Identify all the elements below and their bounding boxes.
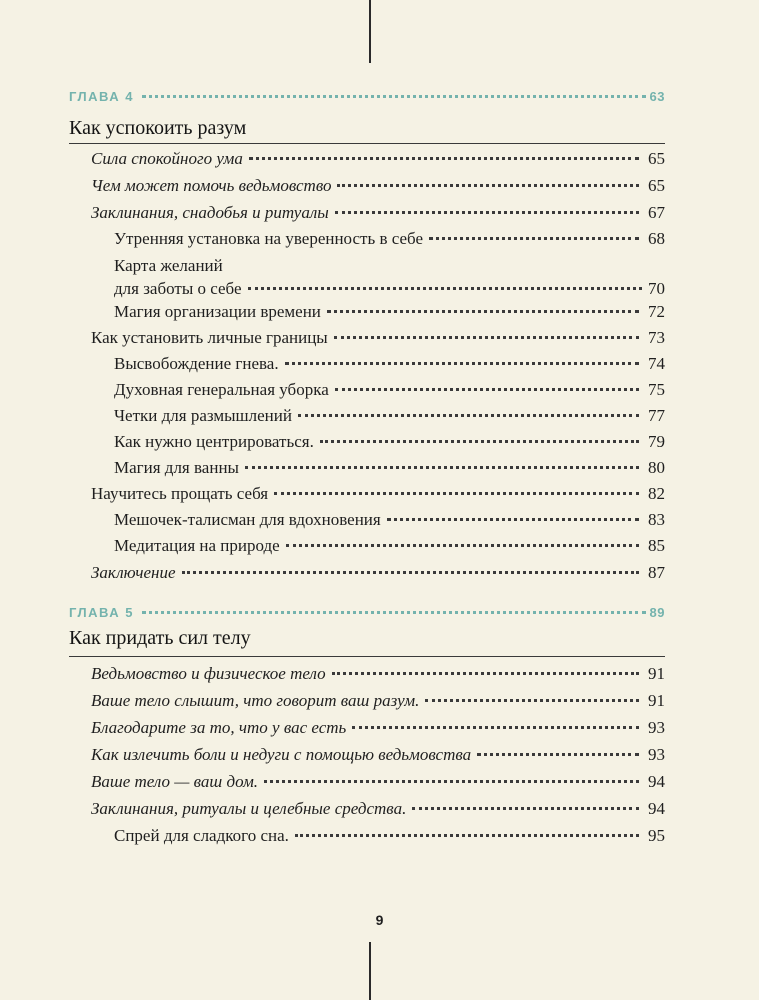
- entry-text: Заклинания, снадобья и ритуалы: [91, 203, 329, 222]
- divider: [69, 143, 665, 144]
- entry-page: 79: [648, 432, 665, 451]
- dot-leader: [274, 492, 639, 495]
- entry-text: Благодарите за то, что у вас есть: [91, 718, 347, 737]
- entry-text: Духовная генеральная уборка: [114, 380, 329, 399]
- entry-text: Ваше тело слышит, что говорит ваш разум.: [91, 691, 420, 710]
- toc-subentry[interactable]: [114, 457, 665, 479]
- entry-text: Ваше тело — ваш дом.: [91, 772, 259, 791]
- divider: [69, 656, 665, 657]
- dot-leader: [429, 237, 639, 240]
- entry-page: 67: [648, 203, 665, 222]
- toc-entry[interactable]: [91, 483, 665, 505]
- toc-entry[interactable]: [91, 202, 665, 224]
- toc-subentry[interactable]: [114, 535, 665, 557]
- dot-leader: [248, 287, 642, 290]
- dot-leader: [320, 440, 639, 443]
- entry-page: 73: [648, 328, 665, 347]
- toc-entry[interactable]: [91, 717, 665, 739]
- entry-text: Заклинания, ритуалы и целебные средства.: [91, 799, 407, 818]
- entry-text: Медитация на природе: [114, 536, 280, 555]
- entry-text: Магия для ванны: [114, 458, 239, 477]
- bottom-center-rule: [369, 942, 371, 1000]
- entry-text: Спрей для сладкого сна.: [114, 826, 289, 845]
- entry-page: 85: [648, 536, 665, 555]
- toc-entry[interactable]: [91, 327, 665, 349]
- dot-leader: [477, 753, 639, 756]
- toc-subentry[interactable]: [114, 228, 665, 250]
- toc-subentry[interactable]: [114, 431, 665, 453]
- dot-leader: [337, 184, 639, 187]
- dot-leader: [335, 211, 639, 214]
- entry-text: Утренняя установка на уверенность в себе: [114, 229, 424, 248]
- dot-leader: [425, 699, 639, 702]
- toc-subentry[interactable]: [114, 353, 665, 375]
- dot-leader: [334, 336, 639, 339]
- dot-leader: [245, 466, 639, 469]
- page-number: 9: [375, 912, 384, 928]
- entry-page: 75: [648, 380, 665, 399]
- entry-page: 93: [648, 745, 665, 764]
- toc-subentry[interactable]: [114, 379, 665, 401]
- toc-entry[interactable]: [91, 148, 665, 170]
- entry-text: Ведьмовство и физическое тело: [91, 664, 326, 683]
- entry-page: 74: [648, 354, 665, 373]
- chapter-page: 63: [649, 89, 665, 104]
- chapter-page: 89: [649, 605, 665, 620]
- dot-leader: [335, 388, 639, 391]
- dot-leader: [182, 571, 639, 574]
- dot-leader: [352, 726, 639, 729]
- chapter-label: ГЛАВА 4: [69, 89, 135, 104]
- chapter-title: Как придать сил телу: [69, 627, 251, 649]
- entry-page: 80: [648, 458, 665, 477]
- dot-leader: [249, 157, 639, 160]
- toc-entry[interactable]: [91, 175, 665, 197]
- chapter-title: Как успокоить разум: [69, 117, 247, 139]
- entry-page: 65: [648, 176, 665, 195]
- toc-subentry[interactable]: [114, 825, 665, 847]
- toc-entry[interactable]: [91, 663, 665, 685]
- entry-text: Четки для размышлений: [114, 406, 292, 425]
- entry-page: 72: [648, 302, 665, 321]
- entry-text: Как излечить боли и недуги с помощью ведьмовства: [91, 745, 472, 764]
- entry-text: Научитесь прощать себя: [91, 484, 269, 503]
- chapter-header[interactable]: [69, 89, 665, 104]
- toc-subentry[interactable]: [114, 509, 665, 531]
- toc-entry[interactable]: [91, 690, 665, 712]
- entry-text: Как нужно центрироваться.: [114, 432, 314, 451]
- dot-leader: [387, 518, 639, 521]
- toc-entry[interactable]: [91, 562, 665, 584]
- entry-text: Магия организации времени: [114, 302, 321, 321]
- entry-page: 87: [648, 563, 665, 582]
- dot-leader: [327, 310, 639, 313]
- entry-page: 91: [648, 664, 665, 683]
- entry-text-line2: для заботы о себе: [114, 279, 242, 298]
- dot-leader: [412, 807, 639, 810]
- toc-subentry[interactable]: [114, 254, 665, 300]
- entry-page: 95: [648, 826, 665, 845]
- dot-leader: [298, 414, 639, 417]
- toc-subentry[interactable]: [114, 405, 665, 427]
- entry-page: 93: [648, 718, 665, 737]
- entry-text: Высвобождение гнева.: [114, 354, 279, 373]
- entry-page: 77: [648, 406, 665, 425]
- entry-page: 91: [648, 691, 665, 710]
- entry-page: 94: [648, 772, 665, 791]
- toc-subentry[interactable]: [114, 301, 665, 323]
- toc-entry[interactable]: [91, 798, 665, 820]
- entry-text: Чем может помочь ведьмовство: [91, 176, 332, 195]
- dot-leader: [286, 544, 639, 547]
- entry-text: Мешочек-талисман для вдохновения: [114, 510, 381, 529]
- entry-page: 82: [648, 484, 665, 503]
- entry-page: 94: [648, 799, 665, 818]
- entry-text: Как установить личные границы: [91, 328, 328, 347]
- top-center-rule: [369, 0, 371, 63]
- toc-entry[interactable]: [91, 744, 665, 766]
- toc-entry[interactable]: [91, 771, 665, 793]
- entry-text: Сила спокойного ума: [91, 149, 243, 168]
- entry-page: 83: [648, 510, 665, 529]
- entry-page: 70: [648, 279, 665, 298]
- entry-text-line1: Карта желаний: [114, 256, 223, 275]
- chapter-header[interactable]: [69, 605, 665, 620]
- entry-page: 65: [648, 149, 665, 168]
- entry-text: Заключение: [91, 563, 176, 582]
- chapter-label: ГЛАВА 5: [69, 605, 135, 620]
- entry-page: 68: [648, 229, 665, 248]
- dot-leader: [264, 780, 639, 783]
- dot-leader: [332, 672, 639, 675]
- dot-leader: [142, 95, 646, 98]
- dot-leader: [295, 834, 639, 837]
- dot-leader: [142, 611, 646, 614]
- dot-leader: [285, 362, 639, 365]
